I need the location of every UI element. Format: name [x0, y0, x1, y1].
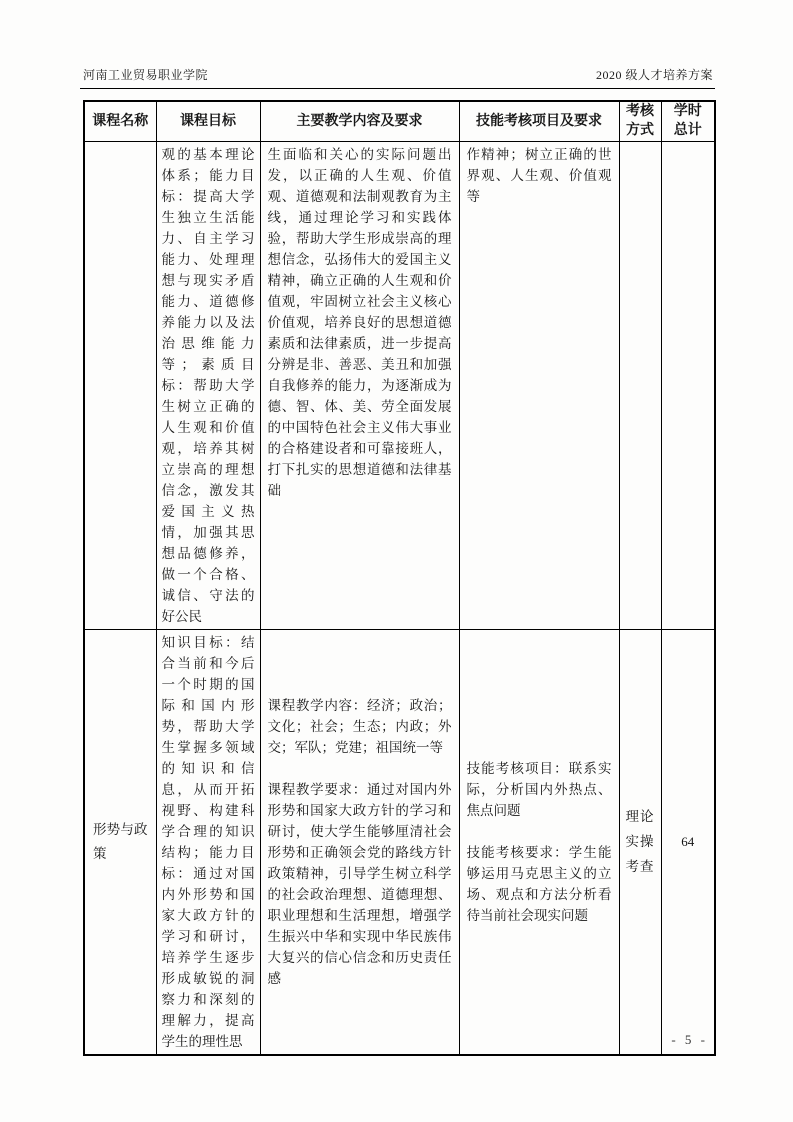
page-number: - 5 - — [671, 1032, 708, 1047]
col-header-method: 考核方式 — [619, 101, 661, 141]
cell-skill-assessment — [459, 629, 619, 1055]
cell-objectives: 观的基本理论体系；能力目标：提高大学生独立生活能力、自主学习能力、处理理想与现实矛盾能力、道德修养能力以及法治思维能力等；素质目标：帮助大学生树立正确的人生观和价值观，培养其树立崇高的理想信念，激发其爱国主义热情，加强其思想品德修养，做一个合格、诚信、守法的好公民 — [156, 141, 260, 629]
cell-hours — [661, 141, 715, 629]
cell-course-name: 形势与政策 — [84, 629, 156, 1055]
cell-skill-assessment — [459, 141, 619, 629]
table-header-row — [84, 101, 715, 141]
cell-teaching-content — [260, 629, 459, 1055]
header-plan-title: 2020 级人才培养方案 — [595, 68, 713, 82]
paragraph: 课程教学内容：经济；政治；文化；社会；生态；内政；外交；军队；党建；祖国统一等 — [267, 697, 452, 755]
running-header — [83, 66, 713, 83]
col-header-assessment: 技能考核项目及要求 — [459, 101, 619, 141]
cell-method: 理论实操考查 — [619, 629, 661, 1055]
cell-hours: 64 — [661, 629, 715, 1055]
table-row — [84, 141, 715, 629]
paragraph: 作精神；树立正确的世界观、人生观、价值观等 — [466, 146, 612, 204]
paragraph: 技能考核要求：学生能够运用马克思主义的立场、观点和方法分析看待当前社会现实问题 — [466, 844, 612, 923]
paragraph: 生面临和关心的实际问题出发，以正确的人生观、价值观、道德观和法制观教育为主线，通过理论学习和实践体验，帮助大学生形成崇高的理想信念，弘扬伟大的爱国主义精神，确立正确的人生观和价值观，牢固树立社会主义核心价值观，培养良好的思想道德素质和法律素质，进一步提高分辨是非、善恶、美丑和加强自我修养的能力，为逐渐成为德、智、体、美、劳全面发展的中国特色社会主义伟大事业的合格建设者和可靠接班人，打下扎实的思想道德和法律基础 — [267, 146, 452, 498]
cell-method — [619, 141, 661, 629]
cell-course-name — [84, 141, 156, 629]
table-row — [84, 629, 715, 1055]
col-header-content: 主要教学内容及要求 — [260, 101, 459, 141]
cell-objectives: 知识目标：结合当前和今后一个时期的国际和国内形势，帮助大学生掌握多领域的知识和信息，从而开拓视野、构建科学合理的知识结构；能力目标：通过对国内外形势和国家大政方针的学习和研讨，培养学生逐步形成敏锐的洞察力和深刻的理解力，提高学生的理性思 — [156, 629, 260, 1055]
header-institution: 河南工业贸易职业学院 — [83, 68, 209, 82]
col-header-course-name: 课程名称 — [84, 101, 156, 141]
header-rule — [80, 88, 715, 89]
cell-teaching-content — [260, 141, 459, 629]
col-header-objectives: 课程目标 — [156, 101, 260, 141]
paragraph: 技能考核项目：联系实际，分析国内外热点、焦点问题 — [466, 760, 612, 818]
paragraph: 课程教学要求：通过对国内外形势和国家大政方针的学习和研讨，使大学生能够厘清社会形势和正确领会党的路线方针政策精神，引导学生树立科学的社会政治理想、道德理想、职业理想和生活理想，增强学生振兴中华和实现中华民族伟大复兴的信心信念和历史责任感 — [267, 781, 452, 986]
col-header-hours: 学时总计 — [661, 101, 715, 141]
curriculum-table — [83, 100, 716, 1056]
